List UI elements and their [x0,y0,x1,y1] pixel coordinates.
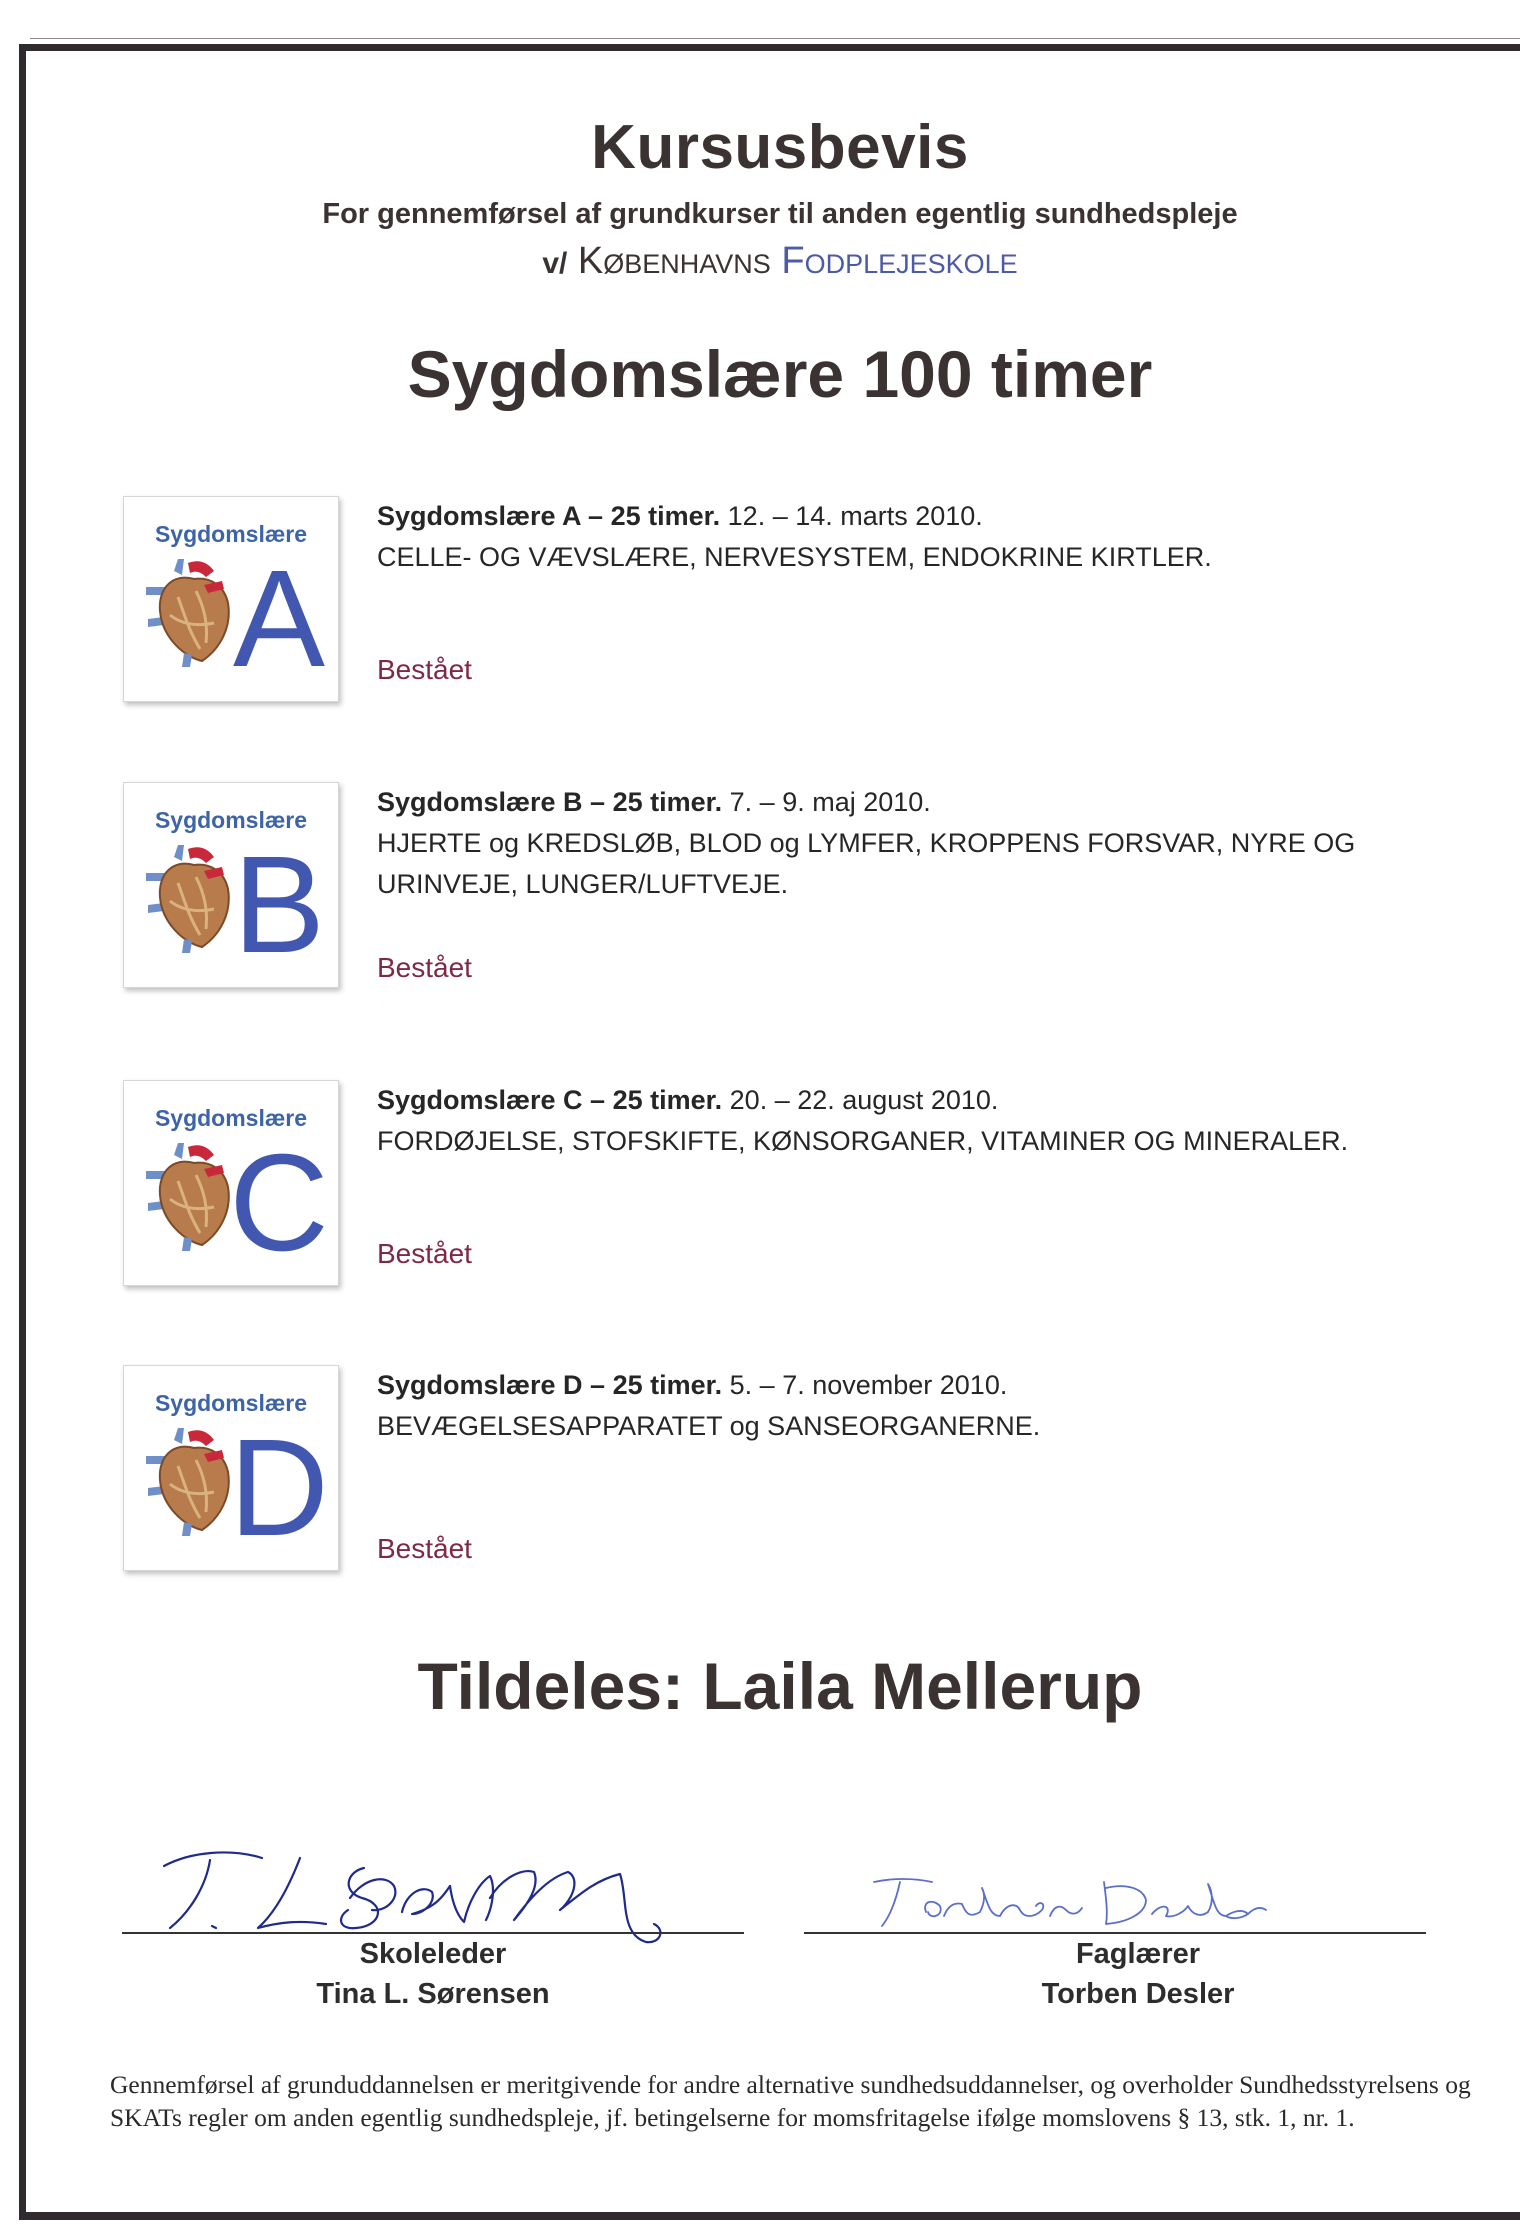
recipient-name: Tildeles: Laila Mellerup [417,1649,1143,1723]
module-status: Bestået [377,1238,472,1269]
certificate-title: Kursusbevis [591,113,969,182]
school-name-part1: Københavns [577,240,771,282]
module-description: HJERTE og KREDSLØB, BLOD og LYMFER, KROPPENS FORSVAR, NYRE OG URINVEJE, LUNGER/LUFTVEJE. [377,828,1356,899]
signature-line-skoleleder [122,1932,744,1934]
module-heading-bold: Sygdomslære C – 25 timer. [377,1085,723,1115]
school-name [0,240,1520,283]
module-d [123,1365,1443,1580]
module-heading [377,782,1437,823]
badge-label: Sygdomslære [154,521,308,547]
module-heading [377,1080,1437,1121]
badge-letter: B [232,828,326,982]
module-description: FORDØJELSE, STOFSKIFTE, KØNSORGANER, VITAMINER OG MINERALER. [377,1126,1349,1156]
module-description: BEVÆGELSESAPPARATET og SANSEORGANERNE. [377,1411,1041,1441]
module-heading-bold: Sygdomslære B – 25 timer. [377,787,723,817]
module-heading-bold: Sygdomslære A – 25 timer. [377,501,721,531]
module-badge [123,1365,339,1571]
module-status: Bestået [377,952,472,983]
module-heading-bold: Sygdomslære D – 25 timer. [377,1370,723,1400]
role-faglaerer [804,1938,1472,1971]
badge-label: Sygdomslære [154,1105,308,1131]
module-dates: 20. – 22. august 2010. [722,1085,999,1115]
badge-letter: A [232,542,326,696]
badge-letter: C [229,1126,329,1280]
name-skoleleder: Tina L. Sørensen [316,1978,550,2010]
module-text [377,782,1437,905]
signature-line-faglaerer [804,1932,1426,1934]
module-heading [377,496,1437,537]
module-text [377,1365,1437,1447]
course-title: Sygdomslære 100 timer [407,337,1153,411]
module-status: Bestået [377,654,472,685]
module-dates: 12. – 14. marts 2010. [720,501,983,531]
module-b [123,782,1443,997]
module-a [123,496,1443,711]
module-status: Bestået [377,1533,472,1564]
role-skoleleder: Skoleleder [359,1938,507,1970]
module-dates: 7. – 9. maj 2010. [722,787,931,817]
module-c [123,1080,1443,1295]
module-dates: 5. – 7. november 2010. [722,1370,1008,1400]
signature-faglaerer [870,1872,1270,1934]
frame-rule [30,38,1520,39]
module-text [377,1080,1437,1162]
module-badge [123,1080,339,1286]
role-faglaerer-text: Faglærer [1075,1938,1201,1970]
name-faglaerer: Torben Desler [1041,1978,1235,2010]
footer-note: Gennemførsel af grunduddannelsen er meritgivende for andre alternative sundhedsuddannelser, og overholder Sundhedsstyrelsens og SKATs regler om anden egentlig sundhedspleje, jf. betingelserne for momsfritagelse ifølge momslovens § 13, stk. 1, nr. 1. [110,2070,1471,2132]
module-badge [123,496,339,702]
module-text [377,496,1437,578]
badge-letter: D [229,1411,329,1565]
certificate-subtitle: For gennemførsel af grundkurser til anden egentlig sundhedspleje [322,198,1238,230]
module-heading [377,1365,1437,1406]
school-name-part2: Fodplejeskole [781,240,1018,282]
module-description: CELLE- OG VÆVSLÆRE, NERVESYSTEM, ENDOKRINE KIRTLER. [377,542,1212,572]
badge-label: Sygdomslære [154,1390,308,1416]
module-badge [123,782,339,988]
badge-label: Sygdomslære [154,807,308,833]
school-prefix: v/ [542,247,568,280]
